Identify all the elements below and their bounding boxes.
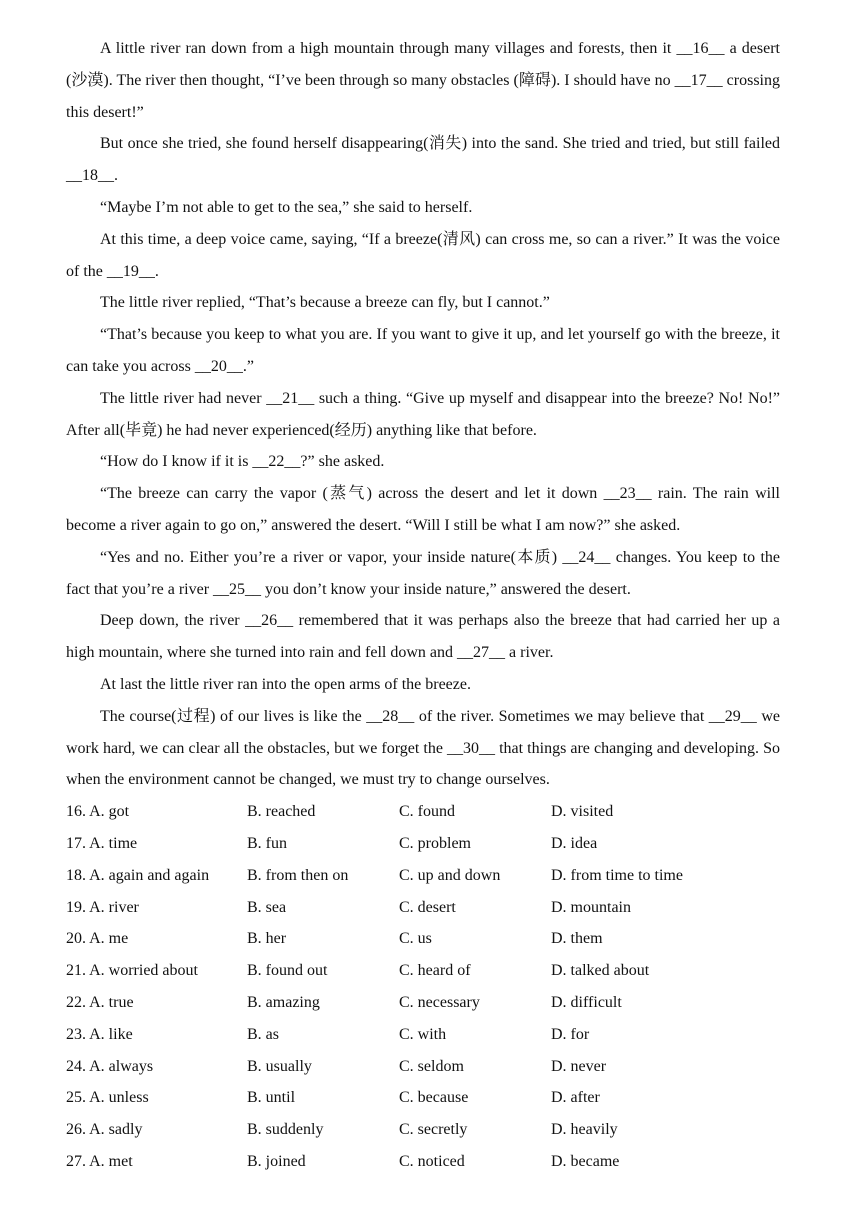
option-d: D. became [551, 1152, 620, 1170]
question-row [66, 860, 780, 892]
passage-paragraph: At last the little river ran into the open arms of the breeze. [100, 675, 471, 693]
passage-paragraph: At this time, a deep voice came, saying, “If a breeze(清风) can cross me, so can a river.” It was the voice of the __19__. [66, 230, 780, 280]
option-b: B. until [247, 1089, 296, 1107]
option-d: D. never [551, 1057, 607, 1075]
option-d: D. for [551, 1025, 590, 1043]
option-c: C. noticed [399, 1152, 465, 1170]
question-row [66, 923, 780, 955]
passage-paragraph: “Maybe I’m not able to get to the sea,” she said to herself. [100, 198, 473, 216]
option-b: B. reached [247, 803, 316, 821]
passage-paragraph: But once she tried, she found herself disappearing(消失) into the sand. She tried and tried, but still failed __18__. [66, 135, 780, 185]
option-a: 23. A. like [66, 1025, 133, 1043]
option-b: B. from then on [247, 866, 349, 884]
option-c: C. secretly [399, 1121, 468, 1139]
passage-paragraph: A little river ran down from a high mountain through many villages and forests, then it __16__ a desert (沙漠). The river then thought, “I’ve been through so many obstacles (障碍). I should have no __17__ crossing this desert!” [66, 40, 780, 121]
option-d: D. mountain [551, 898, 631, 916]
option-a: 18. A. again and again [66, 866, 210, 884]
option-d: D. visited [551, 803, 614, 821]
option-c: C. necessary [399, 993, 480, 1011]
question-row [66, 1082, 780, 1114]
question-row [66, 955, 780, 987]
option-b: B. joined [247, 1152, 306, 1170]
option-b: B. as [247, 1025, 279, 1043]
option-c: C. desert [399, 898, 456, 916]
passage-paragraph: “The breeze can carry the vapor (蒸气) across the desert and let it down __23__ rain. The rain will become a river again to go on,” answered the desert. “Will I still be what I am now?” she asked. [66, 485, 780, 534]
option-a: 22. A. true [66, 993, 134, 1011]
question-row [66, 892, 780, 924]
question-row [66, 828, 780, 860]
option-d: D. talked about [551, 962, 650, 980]
passage-paragraph: The little river had never __21__ such a thing. “Give up myself and disappear into the breeze? No! No!” After all(毕竟) he had never experienced(经历) anything like that before. [66, 389, 780, 439]
option-a: 27. A. met [66, 1152, 133, 1170]
option-a: 19. A. river [66, 898, 139, 916]
option-b: B. fun [247, 834, 287, 852]
option-a: 17. A. time [66, 834, 138, 852]
question-row [66, 987, 780, 1019]
option-c: C. found [399, 803, 455, 821]
option-b: B. usually [247, 1057, 312, 1075]
option-a: 21. A. worried about [66, 962, 198, 980]
option-a: 25. A. unless [66, 1089, 149, 1107]
passage-paragraph: Deep down, the river __26__ remembered that it was perhaps also the breeze that had carried her up a high mountain, where she turned into rain and fell down and __27__ a river. [66, 612, 780, 662]
option-d: D. difficult [551, 993, 622, 1011]
option-c: C. because [399, 1089, 469, 1107]
option-a: 26. A. sadly [66, 1121, 143, 1139]
option-c: C. up and down [399, 866, 501, 884]
option-d: D. idea [551, 834, 598, 852]
option-d: D. from time to time [551, 866, 683, 884]
option-b: B. amazing [247, 993, 320, 1011]
passage-paragraph: “Yes and no. Either you’re a river or vapor, your inside nature(本质) __24__ changes. You keep to the fact that you’re a river __25__ you don’t know your inside nature,” answered the desert. [66, 548, 780, 598]
option-c: C. heard of [399, 962, 471, 980]
option-d: D. heavily [551, 1121, 618, 1139]
option-c: C. seldom [399, 1057, 464, 1075]
question-row [66, 796, 780, 828]
option-b: B. found out [247, 962, 328, 980]
option-c: C. us [399, 930, 432, 948]
option-b: B. her [247, 930, 287, 948]
option-a: 20. A. me [66, 930, 129, 948]
passage-paragraph: “How do I know if it is __22__?” she asked. [100, 453, 385, 471]
answer-options-list [66, 796, 780, 1178]
option-a: 24. A. always [66, 1057, 154, 1075]
option-b: B. suddenly [247, 1121, 324, 1139]
question-row [66, 1114, 780, 1146]
question-row [66, 1146, 780, 1178]
question-row [66, 1019, 780, 1051]
passage-paragraph: “That’s because you keep to what you are. If you want to give it up, and let yourself go with the breeze, it can take you across __20__.” [66, 326, 780, 375]
question-row [66, 1051, 780, 1083]
option-b: B. sea [247, 898, 287, 916]
option-c: C. with [399, 1025, 447, 1043]
passage-paragraph: The course(过程) of our lives is like the __28__ of the river. Sometimes we may believe that __29__ we work hard, we can clear all the obstacles, but we forget the __30__ that things are changing and developing. So when the environment cannot be changed, we must try to change ourselves. [66, 707, 780, 789]
passage-paragraph: The little river replied, “That’s because a breeze can fly, but I cannot.” [100, 294, 550, 312]
option-c: C. problem [399, 834, 471, 852]
option-d: D. after [551, 1089, 600, 1107]
option-d: D. them [551, 930, 603, 948]
option-a: 16. A. got [66, 803, 130, 821]
reading-passage [66, 33, 780, 796]
